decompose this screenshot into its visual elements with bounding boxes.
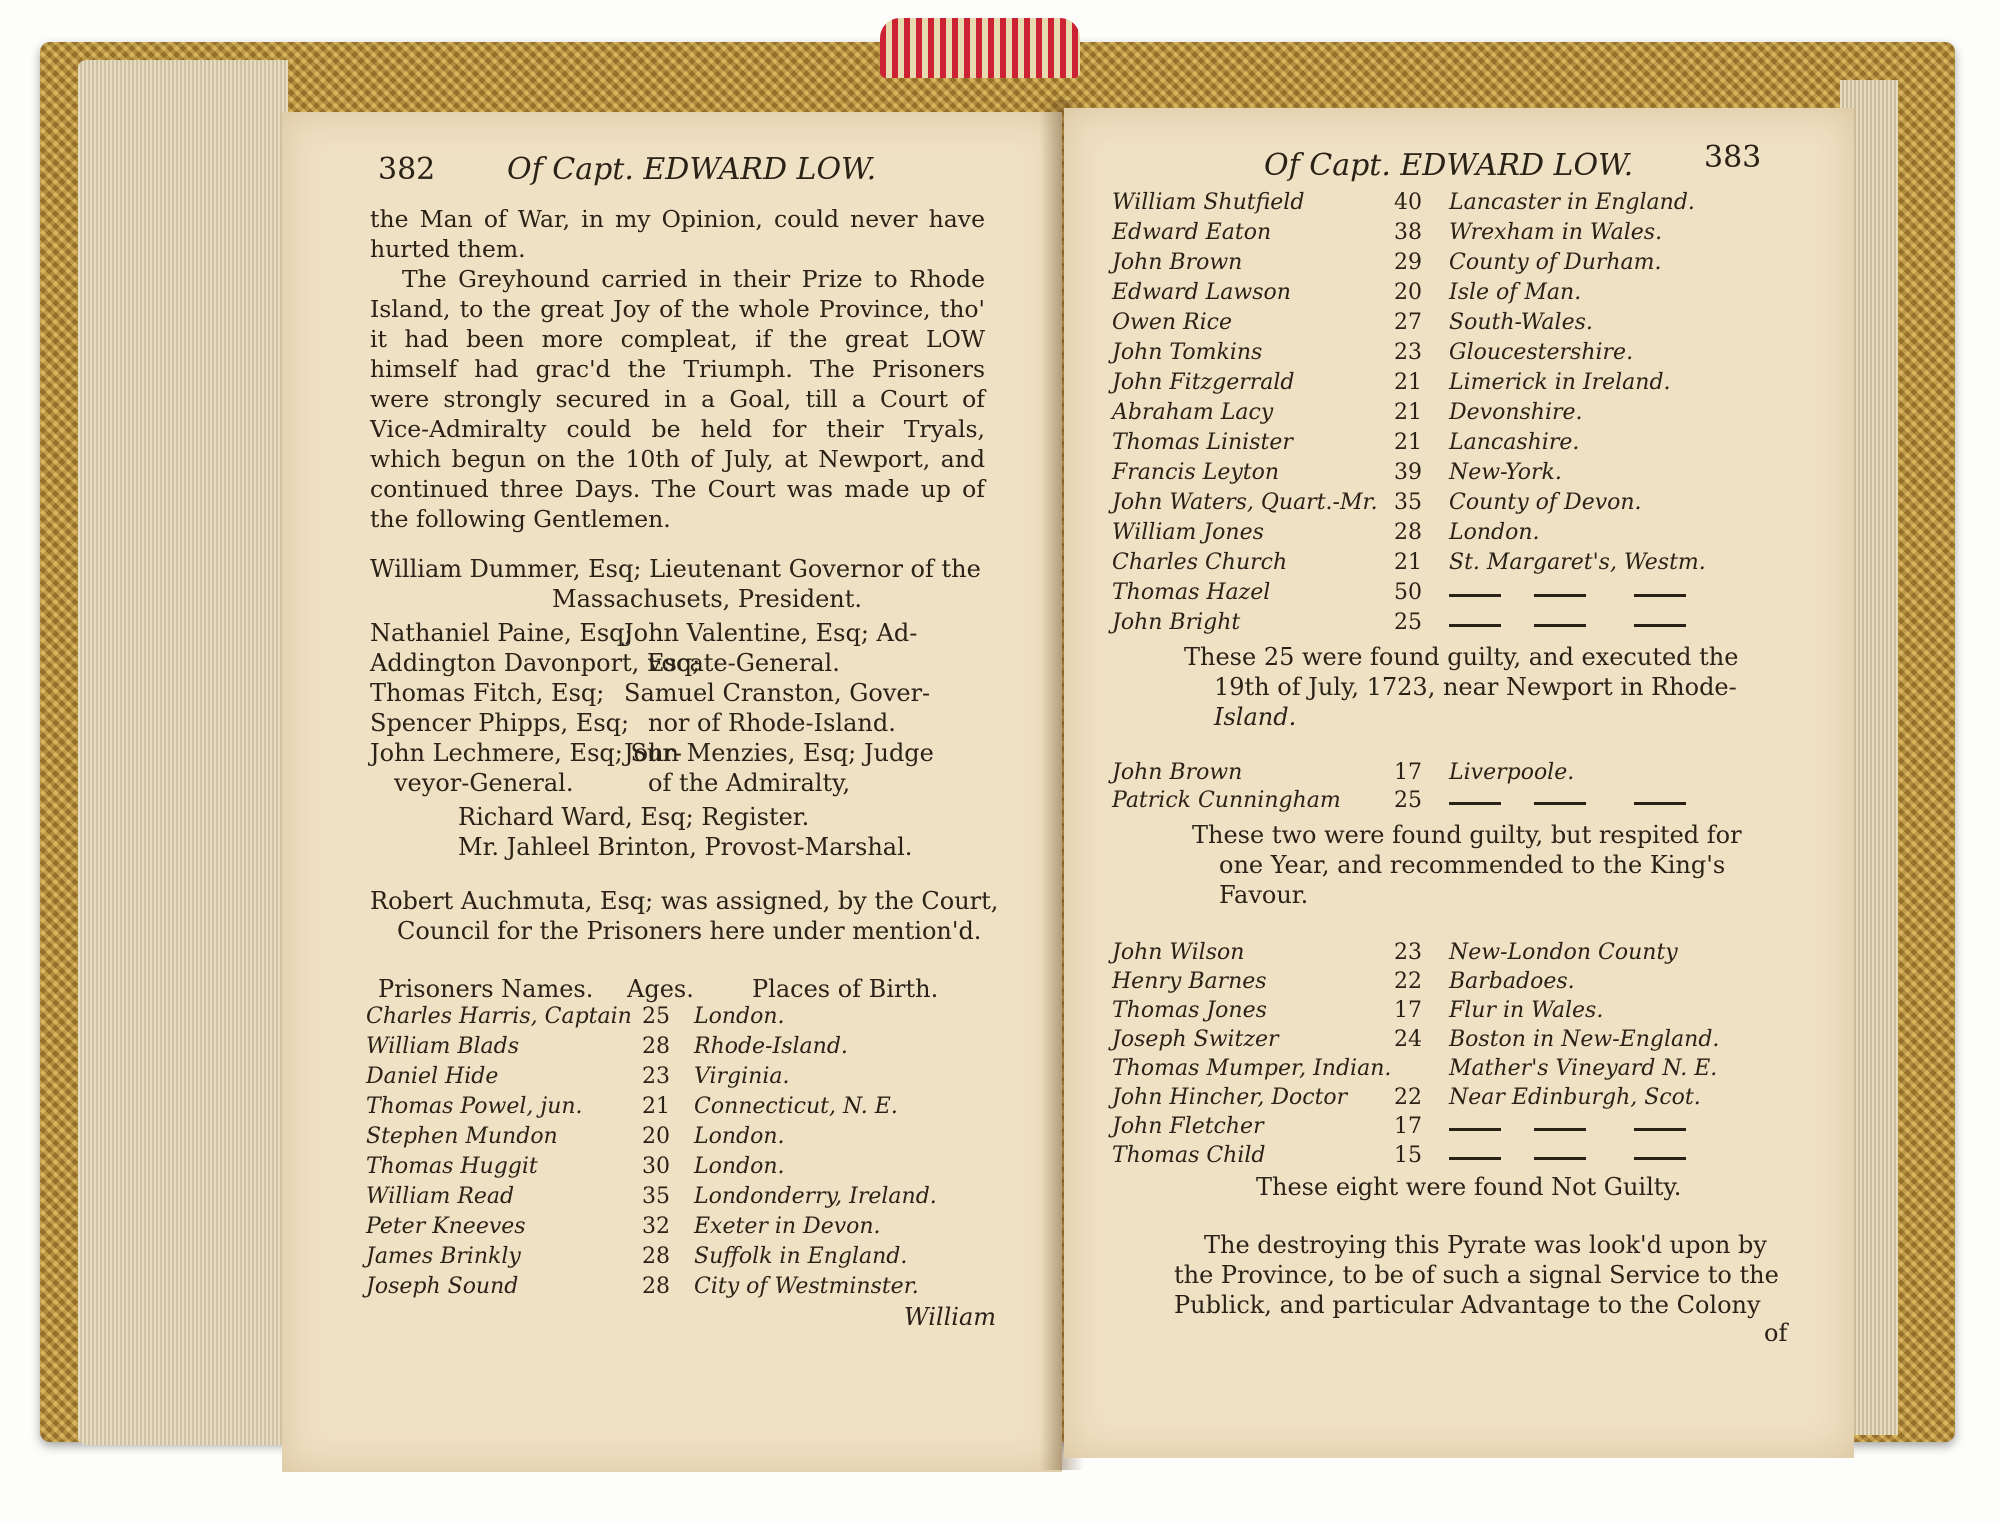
prisoner-age: 20 (1394, 280, 1422, 305)
prisoner-age: 40 (1394, 190, 1422, 215)
prisoner-place: New-York. (1449, 460, 1562, 485)
prisoner-age: 20 (642, 1124, 670, 1149)
court-member-left: John Lechmere, Esq; Sur- (370, 739, 682, 767)
left-catchword: William (904, 1303, 997, 1331)
court-member-left: Addington Davonport, Esq; (370, 649, 701, 677)
prisoner-age: 21 (642, 1094, 670, 1119)
prisoner-place: Flur in Wales. (1449, 998, 1604, 1023)
prisoner-age: 39 (1394, 460, 1422, 485)
ditto-dash (1534, 624, 1586, 627)
prisoner-place: Devonshire. (1449, 400, 1583, 425)
closing-line2: the Province, to be of such a signal Service to the (1174, 1261, 1779, 1289)
prisoner-place: Limerick in Ireland. (1449, 370, 1671, 395)
left-page (282, 112, 1062, 1472)
prisoner-name: Joseph Sound (366, 1274, 519, 1299)
court-president-line2: Massachusets, President. (552, 585, 863, 613)
right-page-number: 383 (1704, 140, 1762, 175)
prisoner-place: Mather's Vineyard N. E. (1449, 1056, 1718, 1081)
prisoner-name: Thomas Powel, jun. (366, 1094, 583, 1119)
court-member-right: John Menzies, Esq; Judge (624, 739, 934, 767)
prisoner-age: 22 (1394, 969, 1422, 994)
prisoner-place: Rhode-Island. (694, 1034, 848, 1059)
verdict1-line3: Island. (1214, 703, 1297, 731)
prisoner-name: William Shutfield (1112, 190, 1305, 215)
prisoner-name: John Bright (1112, 610, 1241, 635)
prisoner-age: 50 (1394, 580, 1422, 605)
prisoner-age: 29 (1394, 250, 1422, 275)
court-register: Richard Ward, Esq; Register. (458, 803, 810, 831)
ditto-dash (1449, 1128, 1501, 1131)
ditto-dash (1634, 802, 1686, 805)
prisoner-place: London. (694, 1004, 785, 1029)
court-member-left: Nathaniel Paine, Esq; (370, 619, 633, 647)
prisoner-age: 21 (1394, 430, 1422, 455)
counsel-line1: Robert Auchmuta, Esq; was assigned, by the Court, (370, 887, 999, 915)
verdict2-line2: one Year, and recommended to the King's (1219, 851, 1726, 879)
prisoner-age: 28 (1394, 520, 1422, 545)
ditto-dash (1534, 1128, 1586, 1131)
prisoner-name: Thomas Huggit (366, 1154, 538, 1179)
right-running-title: Of Capt. EDWARD LOW. (1264, 148, 1634, 183)
prisoner-age: 21 (1394, 370, 1422, 395)
prisoner-name: James Brinkly (366, 1244, 521, 1269)
court-member-right: vocate-General. (648, 649, 840, 677)
prisoner-name: Patrick Cunningham (1112, 788, 1341, 813)
prisoner-place: Gloucestershire. (1449, 340, 1634, 365)
court-member-left: Spencer Phipps, Esq; (370, 709, 630, 737)
prisoner-place: St. Margaret's, Westm. (1449, 550, 1706, 575)
ditto-dash (1534, 802, 1586, 805)
closing-line3: Publick, and particular Advantage to the Colony (1174, 1291, 1761, 1319)
prisoner-name: John Hincher, Doctor (1112, 1085, 1348, 1110)
prisoner-name: John Tomkins (1112, 340, 1263, 365)
prisoner-age: 23 (1394, 940, 1422, 965)
ditto-dash (1634, 624, 1686, 627)
prisoner-age: 25 (642, 1004, 670, 1029)
court-president-line1: William Dummer, Esq; Lieutenant Governor of the (370, 555, 981, 583)
prisoner-age: 24 (1394, 1027, 1422, 1052)
left-paragraph-2: The Greyhound carried in their Prize to Rhode Island, to the great Joy of the whole Province, tho' it had been more compleat, if the great LOW himself had grac'd the Triumph. The Prisoners were strongly secured in a Goal, till a Court of Vice-Admiralty could be held for their Tryals, which begun on the 10th of July, at Newport, and continued three Days. The Court was made up of the following Gentlemen. (370, 265, 985, 533)
ditto-dash (1449, 1157, 1501, 1160)
prisoner-name: Daniel Hide (366, 1064, 499, 1089)
prisoner-age: 25 (1394, 610, 1422, 635)
prisoner-name: John Brown (1112, 760, 1243, 785)
verdict2-line1: These two were found guilty, but respited for (1192, 821, 1742, 849)
prisoner-place: New-London County (1449, 940, 1678, 965)
prisoner-age: 35 (1394, 490, 1422, 515)
prisoner-age: 17 (1394, 998, 1422, 1023)
prisoner-age: 28 (642, 1034, 670, 1059)
prisoner-name: Thomas Mumper, Indian. (1112, 1056, 1392, 1081)
prisoner-place: Suffolk in England. (694, 1244, 908, 1269)
prisoner-place: Wrexham in Wales. (1449, 220, 1663, 245)
ditto-dash (1449, 594, 1501, 597)
prisoner-name: Edward Eaton (1112, 220, 1272, 245)
prisoner-age: 17 (1394, 760, 1422, 785)
left-running-title: Of Capt. EDWARD LOW. (507, 152, 877, 187)
prisoner-place: Isle of Man. (1449, 280, 1582, 305)
prisoner-age: 23 (642, 1064, 670, 1089)
prisoner-age: 21 (1394, 550, 1422, 575)
prisoner-name: Edward Lawson (1112, 280, 1291, 305)
counsel-line2: Council for the Prisoners here under mention'd. (397, 917, 982, 945)
prisoner-name: Abraham Lacy (1112, 400, 1274, 425)
ditto-dash (1534, 1157, 1586, 1160)
book-spine (880, 18, 1080, 78)
prisoner-name: William Jones (1112, 520, 1264, 545)
prisoner-place: County of Devon. (1449, 490, 1642, 515)
prisoner-name: John Wilson (1112, 940, 1245, 965)
ditto-dash (1449, 624, 1501, 627)
prisoner-name: Charles Church (1112, 550, 1288, 575)
prisoner-name: Henry Barnes (1112, 969, 1267, 994)
prisoner-name: Joseph Switzer (1112, 1027, 1279, 1052)
prisoner-age: 21 (1394, 400, 1422, 425)
prisoner-place: London. (1449, 520, 1540, 545)
prisoner-age: 27 (1394, 310, 1422, 335)
court-member-right: nor of Rhode-Island. (648, 709, 896, 737)
ditto-dash (1634, 1157, 1686, 1160)
page-edges-left (78, 60, 288, 1445)
prisoner-place: County of Durham. (1449, 250, 1662, 275)
prisoner-age: 25 (1394, 788, 1422, 813)
prisoner-place: Virginia. (694, 1064, 790, 1089)
prisoner-age: 38 (1394, 220, 1422, 245)
prisoner-name: William Blads (366, 1034, 520, 1059)
right-catchword: of (1764, 1319, 1788, 1347)
verdict1-line1: These 25 were found guilty, and executed the (1184, 643, 1739, 671)
ditto-dash (1634, 1128, 1686, 1131)
prisoner-name: Francis Leyton (1112, 460, 1280, 485)
prisoner-age: 22 (1394, 1085, 1422, 1110)
prisoner-place: Exeter in Devon. (694, 1214, 881, 1239)
prisoner-name: William Read (366, 1184, 515, 1209)
header-names: Prisoners Names. (378, 975, 594, 1003)
header-ages: Ages. (627, 975, 694, 1003)
left-page-number: 382 (378, 152, 436, 187)
prisoner-place: South-Wales. (1449, 310, 1593, 335)
header-places: Places of Birth. (752, 975, 939, 1003)
prisoner-place: City of Westminster. (694, 1274, 919, 1299)
prisoner-age: 28 (642, 1274, 670, 1299)
prisoner-age: 17 (1394, 1114, 1422, 1139)
prisoner-place: Londonderry, Ireland. (694, 1184, 937, 1209)
prisoner-place: London. (694, 1154, 785, 1179)
court-member-right: of the Admiralty, (648, 769, 851, 797)
prisoner-name: Peter Kneeves (366, 1214, 526, 1239)
prisoner-place: London. (694, 1124, 785, 1149)
ditto-dash (1534, 594, 1586, 597)
prisoner-age: 32 (642, 1214, 670, 1239)
ditto-dash (1449, 802, 1501, 805)
prisoner-name: John Fitzgerrald (1112, 370, 1295, 395)
prisoner-age: 35 (642, 1184, 670, 1209)
prisoner-place: Liverpoole. (1449, 760, 1575, 785)
court-member-right: Samuel Cranston, Gover- (624, 679, 931, 707)
prisoner-name: Thomas Jones (1112, 998, 1267, 1023)
court-member-left: veyor-General. (394, 769, 574, 797)
prisoner-age: 23 (1394, 340, 1422, 365)
verdict1-line2: 19th of July, 1723, near Newport in Rhode- (1214, 673, 1737, 701)
prisoner-name: John Brown (1112, 250, 1243, 275)
right-page (1064, 108, 1854, 1458)
left-paragraph-1: the Man of War, in my Opinion, could never have hurted them. (370, 205, 985, 263)
prisoner-age: 30 (642, 1154, 670, 1179)
prisoner-name: Stephen Mundon (366, 1124, 558, 1149)
prisoner-place: Lancashire. (1449, 430, 1580, 455)
prisoner-place: Barbadoes. (1449, 969, 1575, 994)
prisoner-name: John Waters, Quart.-Mr. (1112, 490, 1378, 515)
closing-line1: The destroying this Pyrate was look'd upon by (1204, 1231, 1767, 1259)
prisoner-place: Near Edinburgh, Scot. (1449, 1085, 1701, 1110)
court-member-right: John Valentine, Esq; Ad- (624, 619, 918, 647)
prisoner-name: John Fletcher (1112, 1114, 1264, 1139)
prisoner-age: 28 (642, 1244, 670, 1269)
court-marshal: Mr. Jahleel Brinton, Provost-Marshal. (458, 833, 913, 861)
prisoner-place: Boston in New-England. (1449, 1027, 1720, 1052)
prisoner-name: Thomas Linister (1112, 430, 1293, 455)
verdict3: These eight were found Not Guilty. (1256, 1173, 1682, 1201)
prisoner-name: Owen Rice (1112, 310, 1232, 335)
prisoner-name: Thomas Child (1112, 1143, 1266, 1168)
prisoner-place: Lancaster in England. (1449, 190, 1695, 215)
prisoner-name: Charles Harris, Captain (366, 1004, 632, 1029)
prisoner-place: Connecticut, N. E. (694, 1094, 898, 1119)
ditto-dash (1634, 594, 1686, 597)
court-member-left: Thomas Fitch, Esq; (370, 679, 605, 707)
prisoner-name: Thomas Hazel (1112, 580, 1271, 605)
prisoner-age: 15 (1394, 1143, 1422, 1168)
verdict2-line3: Favour. (1219, 881, 1309, 909)
